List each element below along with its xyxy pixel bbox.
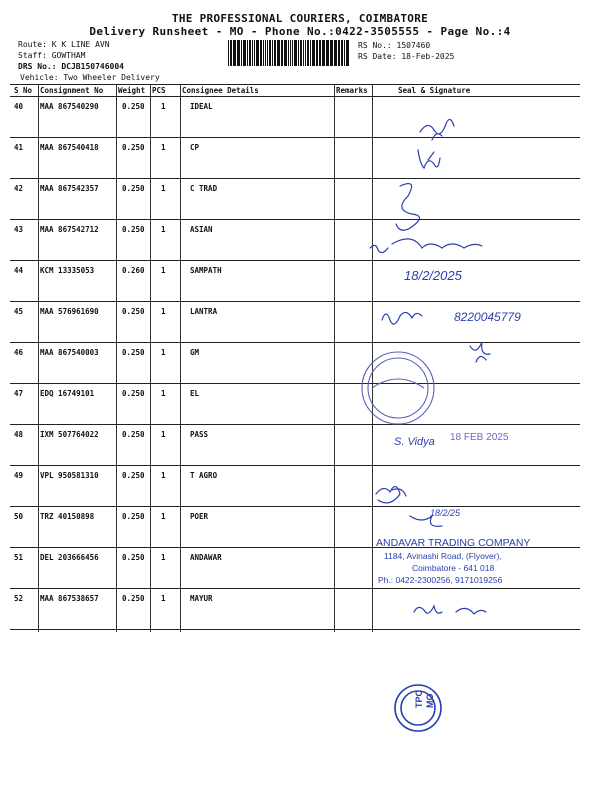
col-header-pcs: PCS: [152, 86, 166, 95]
cell-weight: 0.260: [122, 266, 145, 275]
cell-pcs: 1: [161, 553, 166, 562]
cell-sno: 51: [14, 553, 24, 562]
cell-sno: 48: [14, 430, 24, 439]
cell-consignment: MAA 576961690: [40, 307, 99, 316]
cell-consignee: CP: [190, 143, 200, 152]
date-stamp-row-48: 18 FEB 2025: [450, 432, 509, 443]
cell-consignee: IDEAL: [190, 102, 213, 111]
cell-weight: 0.250: [122, 389, 145, 398]
handwritten-date-row-44: 18/2/2025: [404, 268, 462, 283]
cell-weight: 0.250: [122, 348, 145, 357]
col-header-consignment: Consignment No: [40, 86, 104, 95]
cell-sno: 52: [14, 594, 24, 603]
cell-sno: 40: [14, 102, 24, 111]
company-stamp-name: ANDAVAR TRADING COMPANY: [376, 537, 531, 549]
cell-consignment: TRZ 40150898: [40, 512, 95, 521]
cell-weight: 0.250: [122, 430, 145, 439]
cell-consignment: MAA 867540003: [40, 348, 99, 357]
signature-row-49: [376, 486, 406, 502]
cell-weight: 0.250: [122, 184, 145, 193]
company-stamp-address1: 1184, Avinashi Road, (Flyover),: [384, 551, 502, 561]
tpc-stamp-text-tpc: TPC: [414, 690, 424, 708]
cell-consignee: POER: [190, 512, 209, 521]
col-header-consignee: Consignee Details: [182, 86, 259, 95]
cell-consignment: KCM 13335053: [40, 266, 95, 275]
col-header-signature: Seal & Signature: [398, 86, 471, 95]
cell-consignee: ASIAN: [190, 225, 213, 234]
signature-row-40: [420, 119, 454, 140]
col-header-sno: S No: [14, 86, 33, 95]
drs-value: DCJB150746004: [61, 62, 124, 71]
cell-sno: 41: [14, 143, 24, 152]
company-stamp-address2: Coimbatore - 641 018: [412, 563, 495, 573]
cell-pcs: 1: [161, 594, 166, 603]
cell-pcs: 1: [161, 430, 166, 439]
cell-pcs: 1: [161, 348, 166, 357]
cell-pcs: 1: [161, 184, 166, 193]
cell-sno: 42: [14, 184, 24, 193]
cell-pcs: 1: [161, 266, 166, 275]
cell-consignee: LANTRA: [190, 307, 218, 316]
cell-consignment: VPL 950581310: [40, 471, 99, 480]
cell-pcs: 1: [161, 143, 166, 152]
cell-consignee: GM: [190, 348, 200, 357]
cell-sno: 46: [14, 348, 24, 357]
cell-consignee: EL: [190, 389, 200, 398]
cell-sno: 43: [14, 225, 24, 234]
cell-pcs: 1: [161, 512, 166, 521]
cell-consignment: DEL 203666456: [40, 553, 99, 562]
cell-pcs: 1: [161, 102, 166, 111]
rs-date: RS Date: 18-Feb-2025: [358, 52, 455, 61]
cell-pcs: 1: [161, 307, 166, 316]
company-seal: [362, 352, 434, 424]
cell-weight: 0.250: [122, 553, 145, 562]
runsheet-subtitle: Delivery Runsheet - MO - Phone No.:0422-3505555 - Page No.:4: [89, 25, 511, 38]
signature-row-45: [382, 312, 422, 324]
rs-number: RS No.: 1507460: [358, 41, 431, 50]
cell-weight: 0.250: [122, 471, 145, 480]
cell-consignee: PASS: [190, 430, 209, 439]
cell-sno: 50: [14, 512, 24, 521]
signature-row-42: [396, 184, 420, 231]
cell-consignee: C TRAD: [190, 184, 218, 193]
handwritten-phone-row-45: 8220045779: [454, 310, 521, 324]
cell-consignee: SAMPATH: [190, 266, 222, 275]
cell-pcs: 1: [161, 225, 166, 234]
cell-consignment: IXM 507764022: [40, 430, 99, 439]
cell-consignment: MAA 867538657: [40, 594, 99, 603]
cell-consignment: MAA 867542712: [40, 225, 99, 234]
tpc-stamp-text-mo: MO: [425, 693, 435, 708]
cell-consignment: MAA 867540418: [40, 143, 99, 152]
cell-sno: 49: [14, 471, 24, 480]
route: Route: K K LINE AVN: [18, 40, 110, 49]
cell-consignment: MAA 867542357: [40, 184, 99, 193]
vehicle: Vehicle: Two Wheeler Delivery: [20, 73, 160, 82]
col-header-remarks: Remarks: [336, 86, 368, 95]
cell-weight: 0.250: [122, 307, 145, 316]
cell-consignment: MAA 867540290: [40, 102, 99, 111]
runsheet-title: THE PROFESSIONAL COURIERS, COIMBATORE: [171, 12, 429, 25]
cell-weight: 0.250: [122, 143, 145, 152]
handwritten-date-row-50: 18/2/25: [430, 508, 461, 518]
signature-row-46: [470, 342, 490, 362]
cell-weight: 0.250: [122, 102, 145, 111]
cell-consignee: T AGRO: [190, 471, 218, 480]
cell-weight: 0.250: [122, 594, 145, 603]
signature-row-41: [418, 150, 440, 168]
staff: Staff: GOWTHAM: [18, 51, 86, 60]
cell-weight: 0.250: [122, 225, 145, 234]
signature-row-43: [370, 239, 482, 253]
company-stamp-phone: Ph.: 0422-2300256, 9171019256: [378, 575, 503, 585]
cell-sno: 44: [14, 266, 24, 275]
drs-label: DRS No.:: [18, 62, 57, 71]
cell-consignee: ANDAWAR: [190, 553, 222, 562]
cell-pcs: 1: [161, 471, 166, 480]
cell-weight: 0.250: [122, 512, 145, 521]
cell-sno: 47: [14, 389, 24, 398]
col-header-weight: Weight: [118, 86, 146, 95]
cell-pcs: 1: [161, 389, 166, 398]
signature-row-52: [414, 606, 486, 614]
cell-sno: 45: [14, 307, 24, 316]
cell-consignee: MAYUR: [190, 594, 213, 603]
handwritten-name-row-48: S. Vidya: [394, 436, 435, 448]
cell-consignment: EDQ 16749101: [40, 389, 95, 398]
